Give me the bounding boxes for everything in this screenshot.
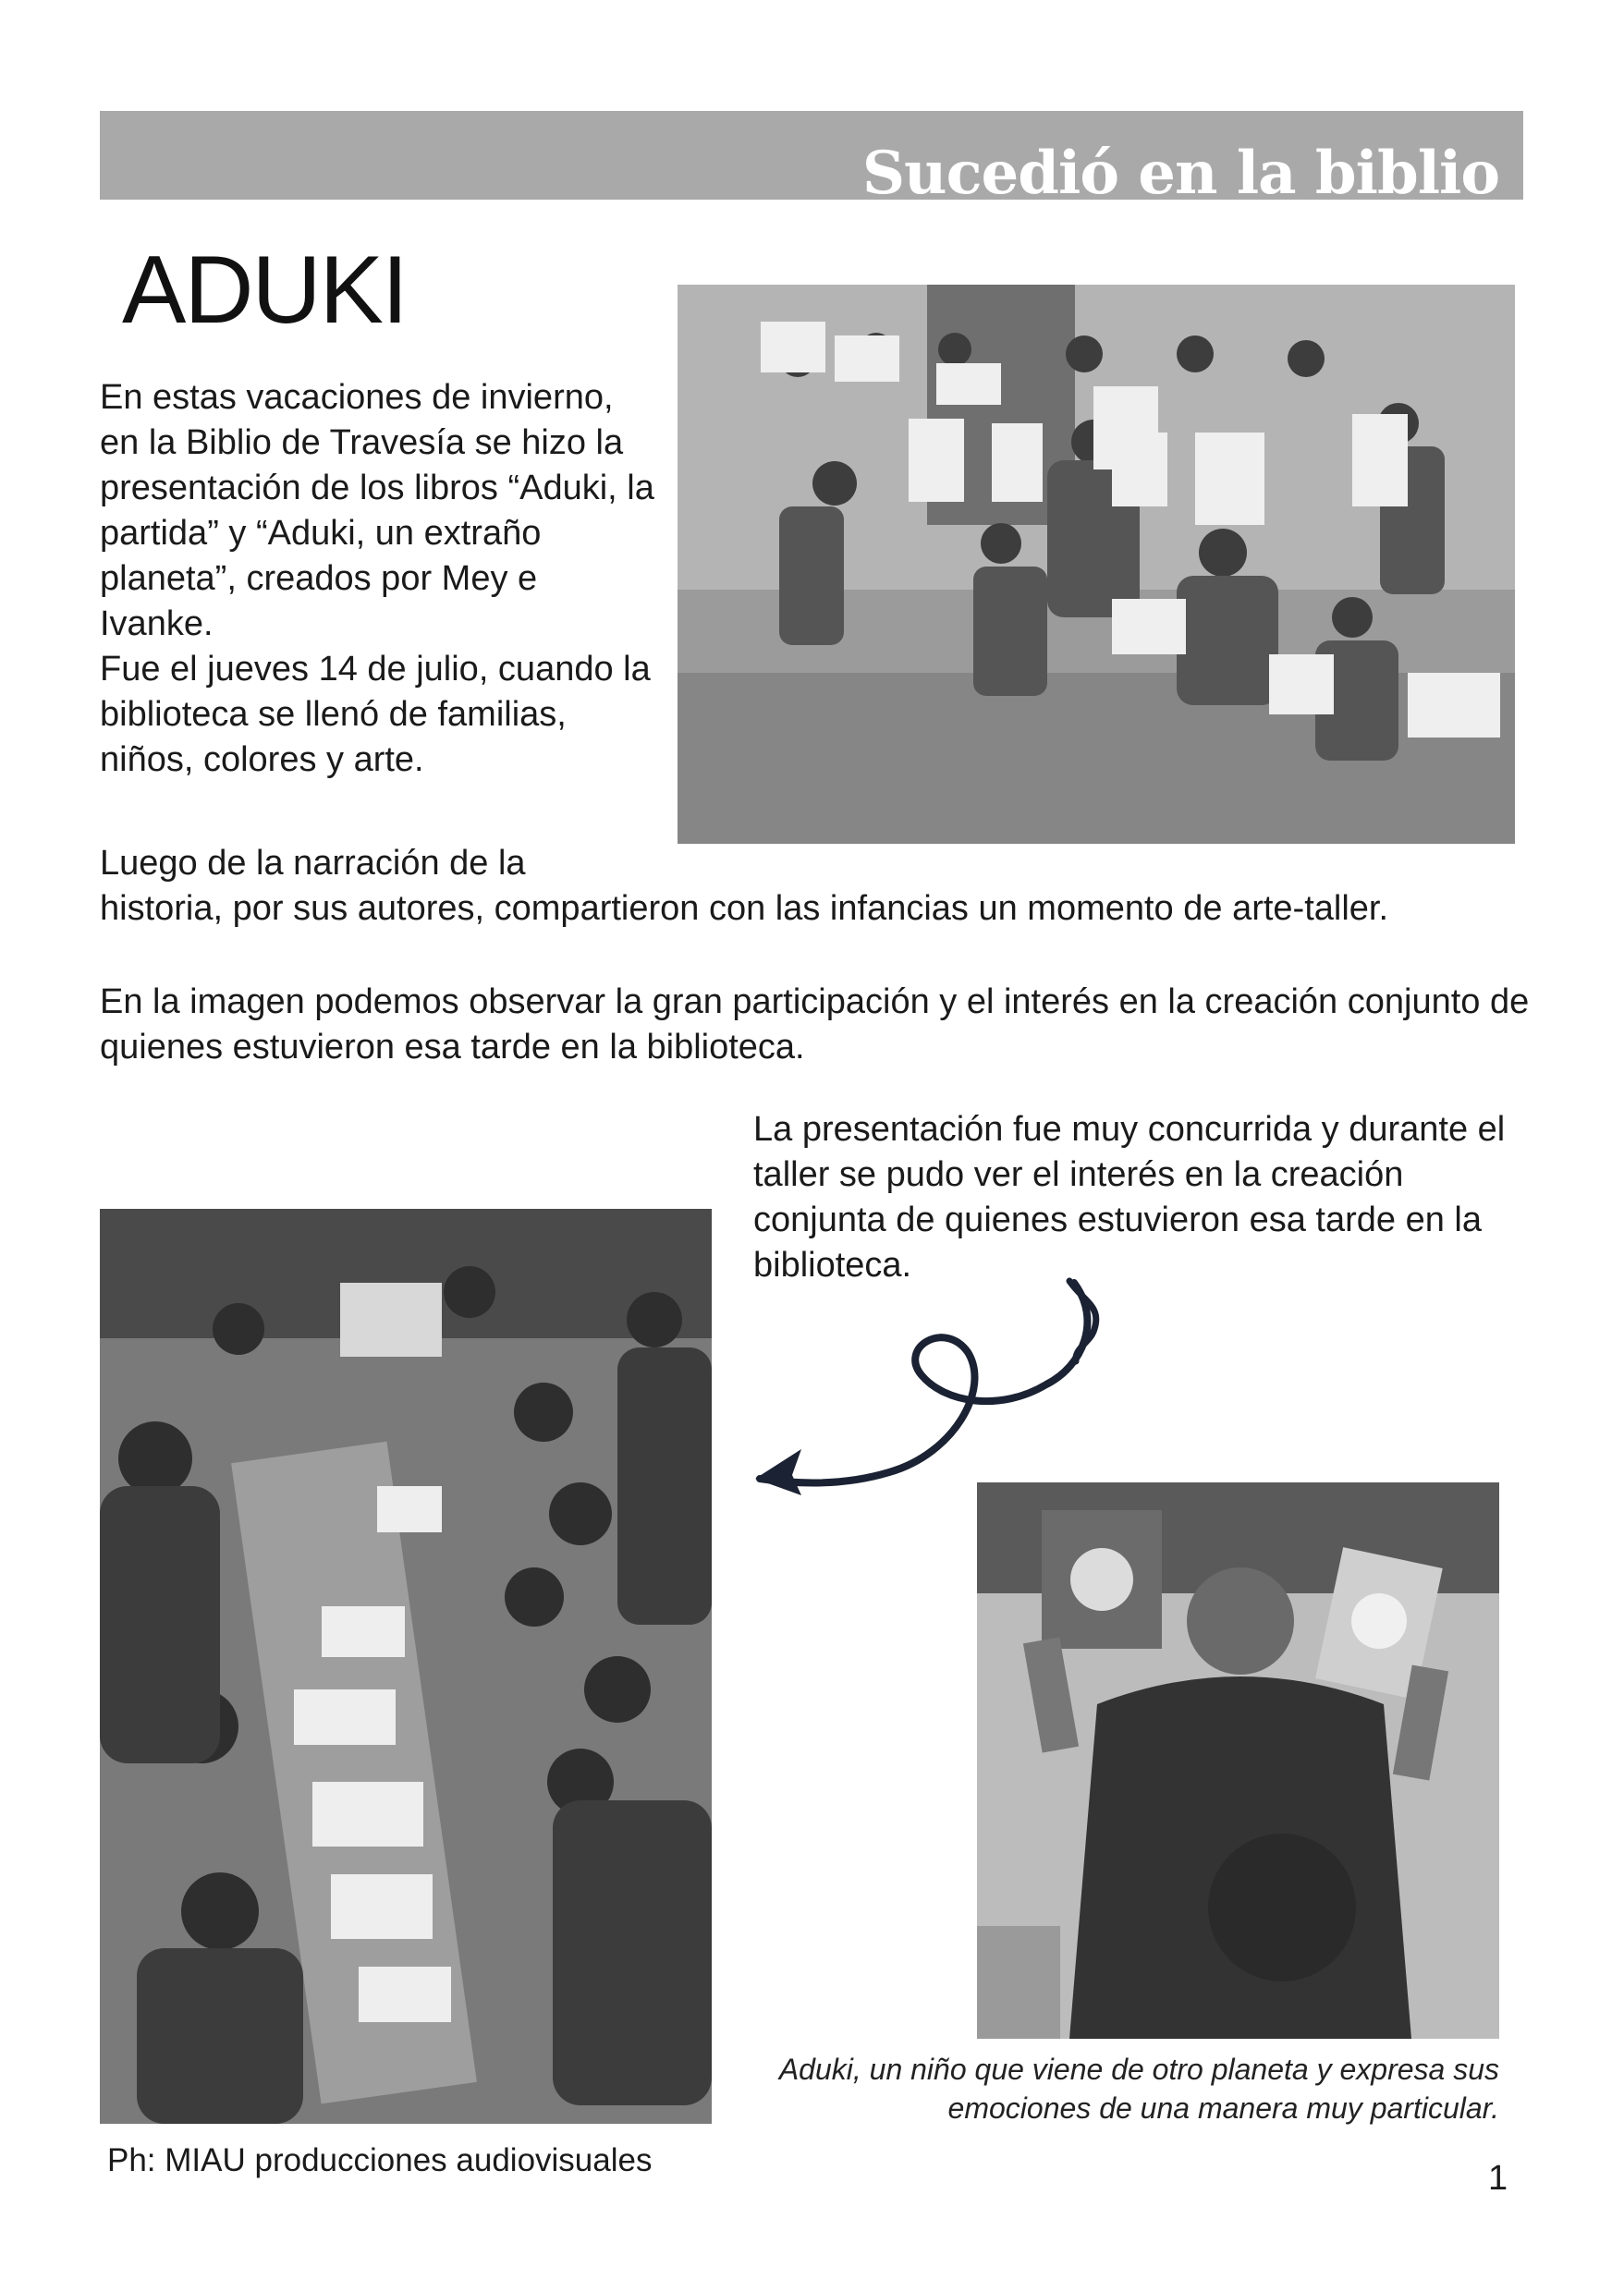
observation-paragraph: En la imagen podemos observar la gran participación y el interés en la creación conjunto de quienes estuvieron esa tarde en la biblioteca. — [100, 982, 1530, 1067]
event-paragraph: Fue el jueves 14 de julio, cuando la biblioteca se llenó de familias, niños, colores y arte. — [100, 650, 651, 779]
workshop-photo-image — [100, 1209, 712, 2124]
photo-credit: Ph: MIAU producciones audiovisuales — [107, 2142, 653, 2178]
author-photo-caption: Aduki, un niño que viene de otro planeta y expresa sus emociones de una manera muy particular. — [778, 2053, 1499, 2125]
section-title: Sucedió en la biblio — [861, 139, 1499, 208]
author-photo-image — [977, 1482, 1499, 2039]
author-photo — [977, 1482, 1499, 2039]
section-header-bar — [100, 111, 1523, 208]
group-photo — [678, 285, 1515, 844]
sidebar-paragraph: La presentación fue muy concurrida y durante el taller se pudo ver el interés en la creación conjunta de quienes estuvieron esa tarde en la biblioteca. — [753, 1110, 1506, 1285]
intro-text-block — [100, 375, 654, 783]
workshop-photo — [100, 1209, 712, 2124]
intro-paragraph: En estas vacaciones de invierno, en la Biblio de Travesía se hizo la presentación de los libros “Aduki, la partida” y “Aduki, un extraño planeta”, creados por Mey e Ivanke. — [100, 378, 654, 643]
narration-paragraph: Luego de la narración de la historia, por sus autores, compartieron con las infancias un momento de arte-taller. — [100, 844, 1389, 928]
page-number: 1 — [1488, 2159, 1508, 2198]
group-photo-image — [678, 285, 1515, 844]
article-title: ADUKI — [122, 237, 407, 344]
